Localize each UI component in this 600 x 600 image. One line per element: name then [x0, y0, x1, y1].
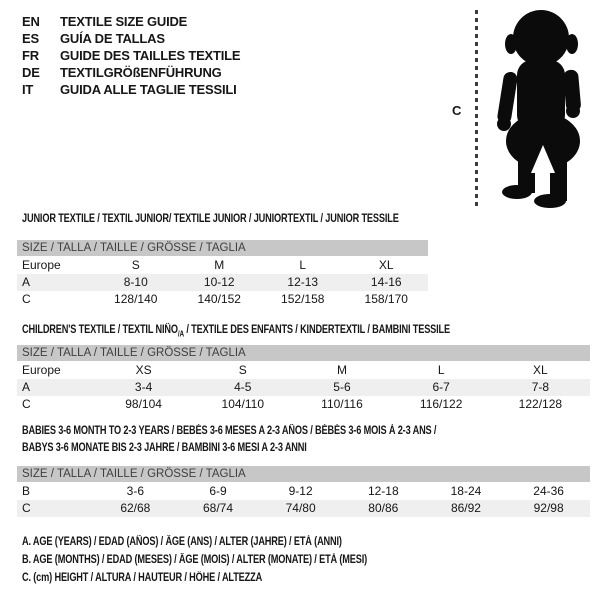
row-label: C [22, 292, 31, 306]
section-title-line [22, 440, 476, 457]
title-text: BABIES 3-6 MONTH TO 2-3 YEARS / BEBÉS 3-6 MESES A 2-3 AÑOS / BÉBÉS 3-6 MOIS À 2-3 ANS / [22, 425, 437, 437]
size-value: 10-12 [203, 275, 235, 289]
size-value: 3-6 [126, 484, 144, 498]
language-row [22, 64, 240, 81]
section-title-line [22, 423, 476, 440]
size-value: 80/86 [368, 501, 399, 515]
size-value: 122/128 [518, 397, 563, 411]
table-row [17, 396, 590, 413]
size-value: 152/158 [281, 292, 325, 306]
size-value: 6-9 [209, 484, 227, 498]
section-title [22, 322, 476, 339]
language-label: TEXTILGRÖßENFÜHRUNG [60, 65, 222, 80]
size-header-bar [17, 345, 590, 361]
table-row [17, 379, 590, 396]
footnote-line: B. AGE (MONTHS) / EDAD (MESES) / ÂGE (MOIS) / ALTER (MONATE) / ETÀ (MESI) [22, 554, 368, 566]
size-value: 92/98 [533, 501, 564, 515]
size-value: 4-5 [234, 380, 252, 394]
row-label: A [22, 380, 31, 394]
size-value: 14-16 [370, 275, 402, 289]
size-value: 128/140 [114, 292, 158, 306]
size-value: 9-12 [288, 484, 313, 498]
language-code: ES [22, 31, 39, 46]
language-code: IT [22, 82, 34, 97]
size-header-bar [17, 466, 590, 482]
footnotes [22, 533, 453, 587]
size-header-label: SIZE / TALLA / TAILLE / GRÖSSE / TAGLIA [22, 347, 246, 359]
title-text: JUNIOR TEXTILE / TEXTIL JUNIOR/ TEXTILE JUNIOR / JUNIORTEXTIL / JUNIOR TESSILE [22, 213, 399, 225]
size-value: 62/68 [120, 501, 151, 515]
size-value: M [336, 363, 347, 377]
size-value: 12-18 [367, 484, 399, 498]
children-textile-section [17, 322, 590, 413]
table-row [17, 291, 428, 308]
size-header-label: SIZE / TALLA / TAILLE / GRÖSSE / TAGLIA [22, 242, 246, 254]
size-value: 68/74 [202, 501, 233, 515]
language-row [22, 30, 240, 47]
language-row [22, 13, 240, 30]
size-value: 18-24 [450, 484, 482, 498]
size-value: S [238, 363, 247, 377]
size-value: XS [135, 363, 152, 377]
size-value: 6-7 [432, 380, 450, 394]
table-row [17, 362, 590, 379]
size-value: 158/170 [364, 292, 408, 306]
table-row [17, 257, 428, 274]
size-value: 7-8 [531, 380, 550, 394]
title-text: BABYS 3-6 MONATE BIS 2-3 JAHRE / BAMBINI 3-6 MESI A 2-3 ANNI [22, 442, 307, 454]
size-header-label: SIZE / TALLA / TAILLE / GRÖSSE / TAGLIA [22, 468, 246, 480]
language-label: GUIDE DES TAILLES TEXTILE [60, 48, 241, 63]
footnote-line: C. (cm) HEIGHT / ALTURA / HAUTEUR / HÖHE / ALTEZZA [22, 572, 263, 584]
row-label: Europe [22, 258, 61, 272]
language-code: DE [22, 65, 40, 80]
size-value: S [131, 258, 140, 272]
section-title [22, 211, 399, 228]
title-text: / TEXTILE DES ENFANTS / KINDERTEXTIL / BAMBINI TESSILE [183, 324, 450, 336]
size-table [17, 362, 590, 413]
language-code: FR [22, 48, 39, 63]
title-text: CHILDREN'S TEXTILE / TEXTIL NIÑO [22, 324, 178, 336]
toddler-silhouette-icon [484, 5, 600, 211]
size-value: 140/152 [197, 292, 241, 306]
section-title-line [22, 211, 399, 228]
size-value: L [299, 258, 307, 272]
babies-textile-section [17, 423, 590, 517]
language-label: TEXTILE SIZE GUIDE [60, 14, 188, 29]
height-dimension-dotted-line [475, 10, 478, 206]
size-value: XL [533, 363, 548, 377]
size-value: 12-13 [287, 275, 319, 289]
row-label: A [22, 275, 31, 289]
table-row [17, 274, 428, 291]
size-value: 104/110 [221, 397, 265, 411]
size-table [17, 257, 428, 308]
size-value: 74/80 [285, 501, 316, 515]
language-label: GUÍA DE TALLAS [60, 31, 165, 46]
language-row [22, 47, 240, 64]
row-label: B [22, 484, 31, 498]
size-value: 116/122 [419, 397, 463, 411]
size-header-bar [17, 240, 428, 256]
size-value: L [437, 363, 445, 377]
size-value: 98/104 [125, 397, 162, 411]
footnote-line: A. AGE (YEARS) / EDAD (AÑOS) / ÂGE (ANS) / ALTER (JAHRE) / ETÀ (ANNI) [22, 536, 342, 548]
section-title-line [22, 322, 476, 339]
height-dimension-label: C [452, 103, 462, 118]
row-label: C [22, 501, 31, 515]
junior-textile-section [17, 211, 428, 308]
row-label: Europe [22, 363, 61, 377]
language-code: EN [22, 14, 40, 29]
language-label: GUIDA ALLE TAGLIE TESSILI [60, 82, 237, 97]
size-value: M [214, 258, 225, 272]
size-value: XL [378, 258, 394, 272]
title-text: /A [177, 329, 184, 339]
size-value: 110/116 [321, 397, 363, 411]
size-value: 3-4 [134, 380, 153, 394]
size-table [17, 483, 590, 517]
table-row [17, 500, 590, 517]
row-label: C [22, 397, 31, 411]
language-row [22, 81, 240, 98]
size-value: 86/92 [450, 501, 481, 515]
size-value: 8-10 [123, 275, 148, 289]
size-value: 24-36 [533, 484, 564, 498]
section-title [22, 423, 476, 457]
language-list [22, 13, 240, 98]
table-row [17, 483, 590, 500]
size-value: 5-6 [333, 380, 351, 394]
